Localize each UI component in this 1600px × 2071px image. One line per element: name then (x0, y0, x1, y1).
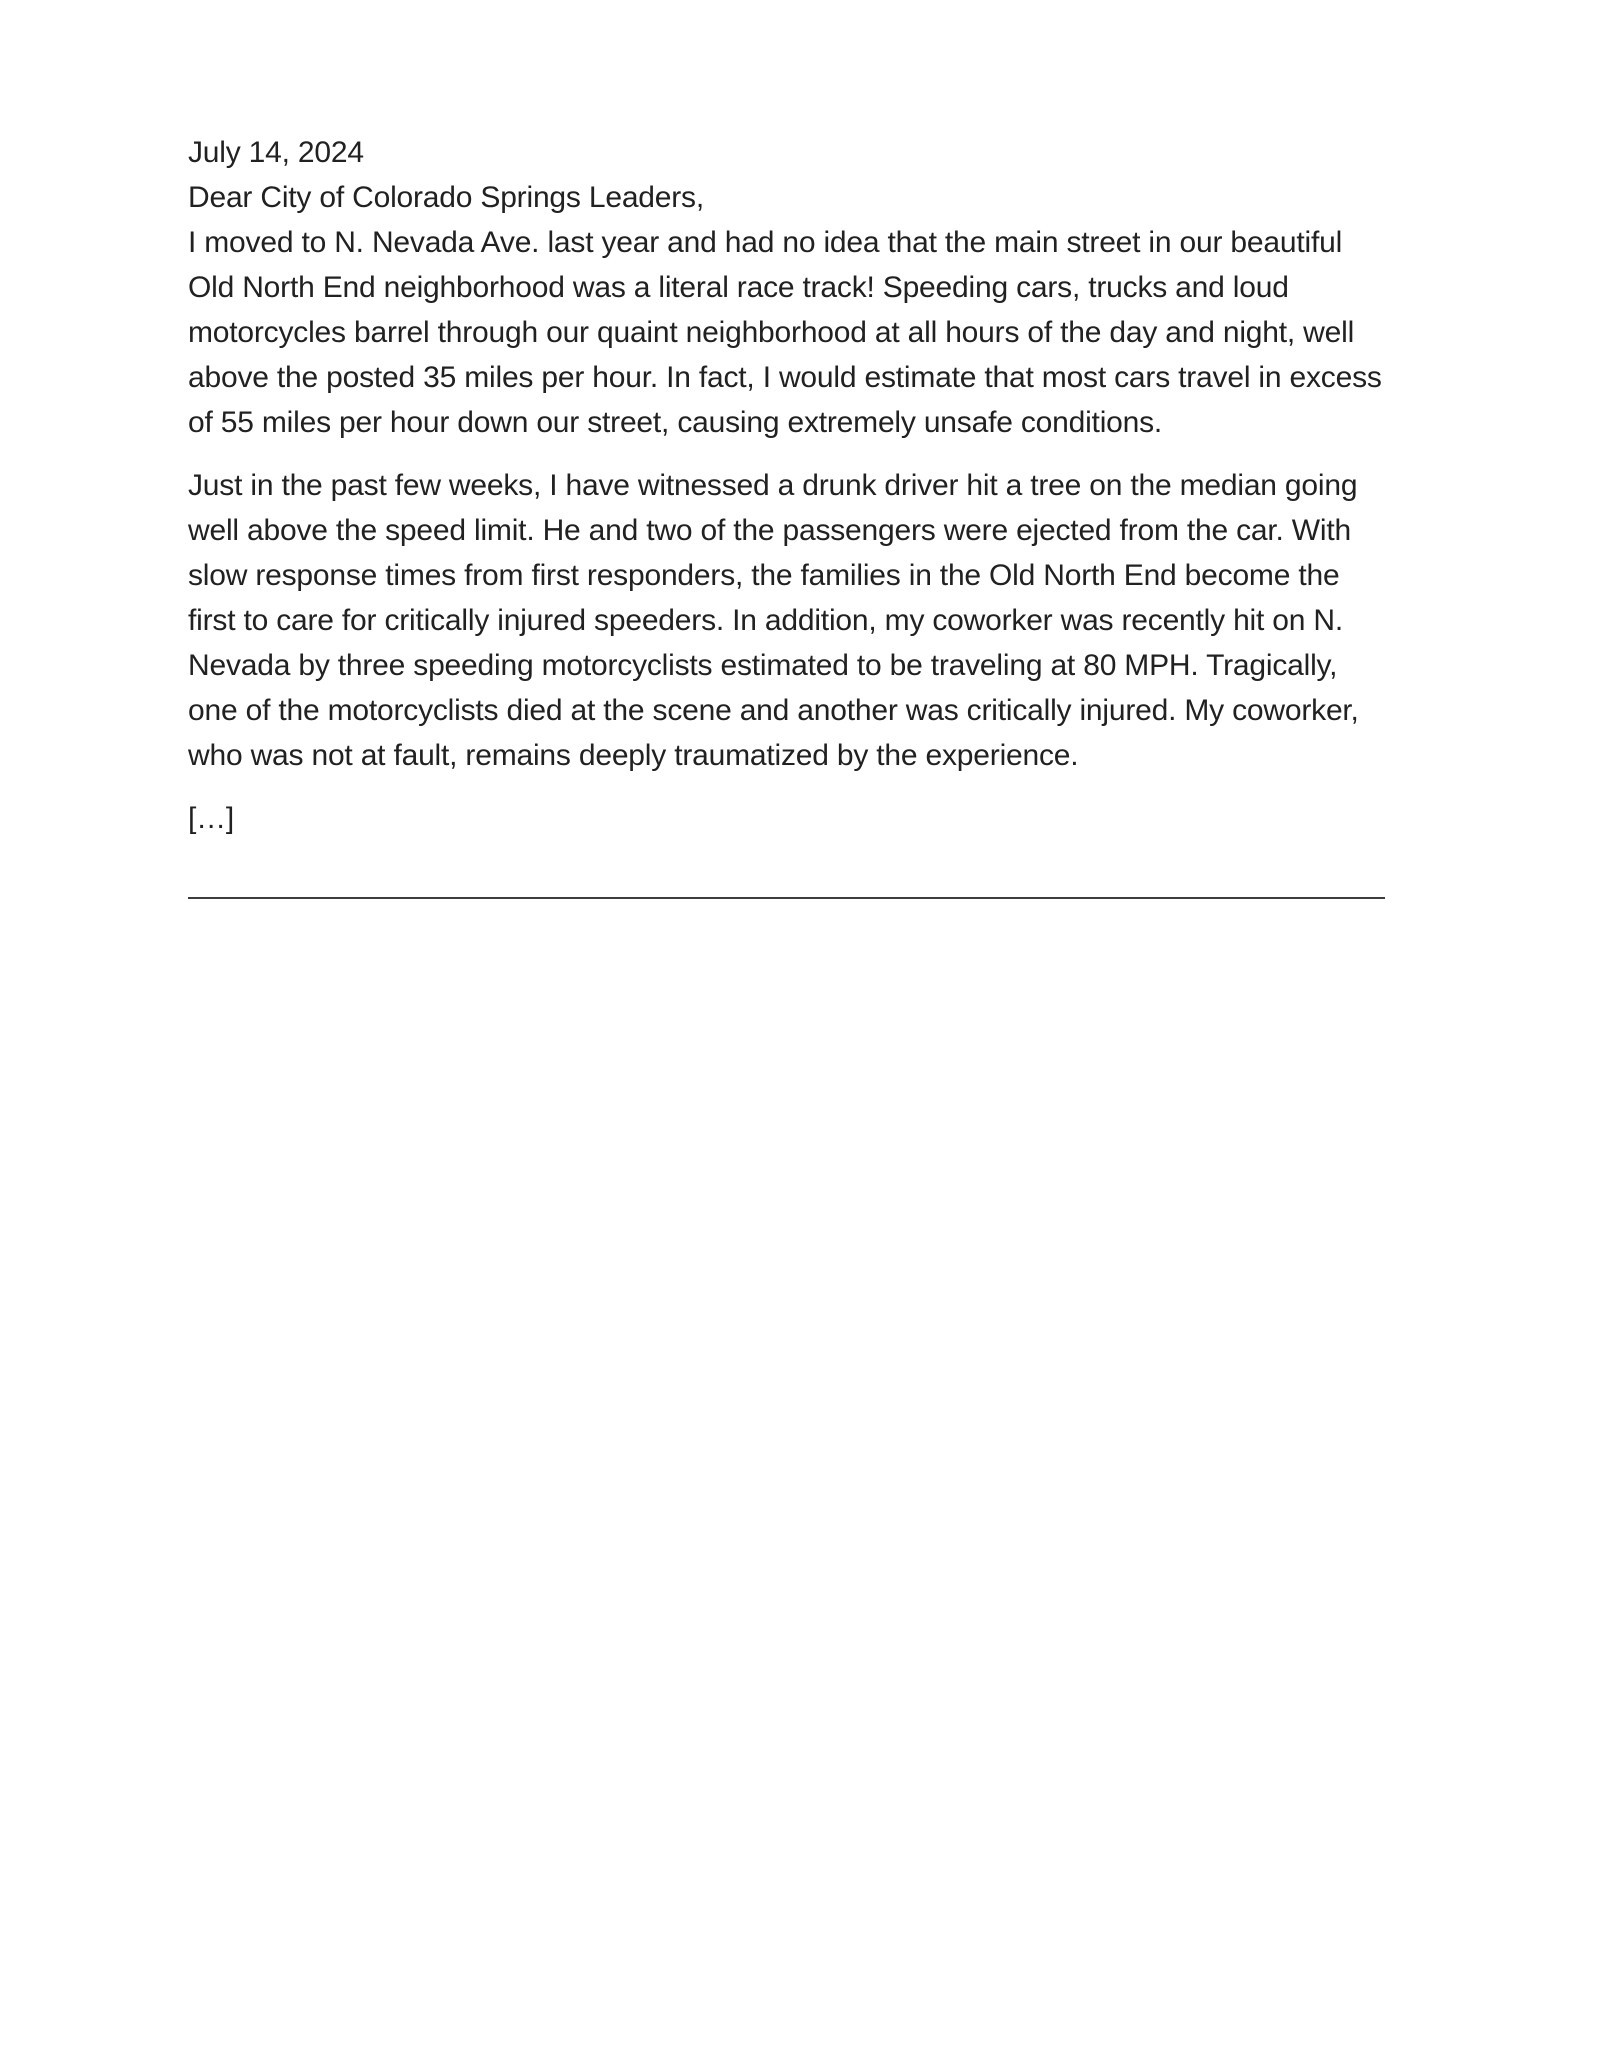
omission-marker: […] (188, 802, 235, 835)
letter-line: Nevada by three speeding motorcyclists estimated to be traveling at 80 MPH. Tragically, (188, 649, 1338, 682)
letter-line: well above the speed limit. He and two of the passengers were ejected from the car. With (188, 514, 1352, 547)
letter-page (188, 130, 1428, 899)
letter-date: July 14, 2024 (188, 136, 364, 169)
letter-line: slow response times from first responders, the families in the Old North End become the (188, 559, 1340, 592)
letter-salutation: Dear City of Colorado Springs Leaders, (188, 181, 704, 214)
letter-line: Just in the past few weeks, I have witnessed a drunk driver hit a tree on the median going (188, 469, 1358, 502)
letter-line: Old North End neighborhood was a literal race track! Speeding cars, trucks and loud (188, 271, 1289, 304)
letter-line: first to care for critically injured speeders. In addition, my coworker was recently hit on N. (188, 604, 1343, 637)
letter-paragraph-1 (188, 220, 1428, 445)
letter-line: of 55 miles per hour down our street, causing extremely unsafe conditions. (188, 406, 1163, 439)
letter-line: one of the motorcyclists died at the scene and another was critically injured. My coworker, (188, 694, 1359, 727)
letter-line: who was not at fault, remains deeply traumatized by the experience. (188, 739, 1079, 772)
letter-line: motorcycles barrel through our quaint neighborhood at all hours of the day and night, well (188, 316, 1355, 349)
section-divider (188, 897, 1385, 899)
letter-paragraph-2 (188, 463, 1428, 778)
letter-line: I moved to N. Nevada Ave. last year and had no idea that the main street in our beautiful (188, 226, 1343, 259)
letter-line: above the posted 35 miles per hour. In fact, I would estimate that most cars travel in excess (188, 361, 1382, 394)
